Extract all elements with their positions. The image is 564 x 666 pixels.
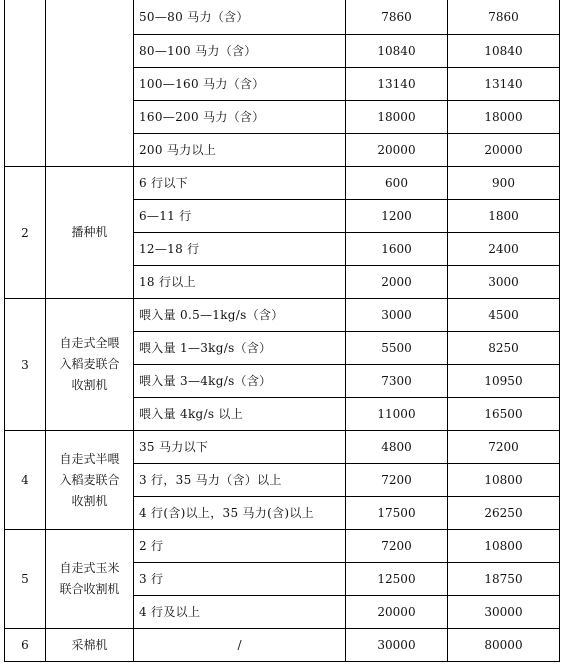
amount-cell-a: 1600 [346,233,448,266]
amount-cell-a: 13140 [346,68,448,101]
amount-cell-b: 16500 [448,398,560,431]
machine-name: 自走式半喂入稻麦联合收割机 [46,431,134,530]
spec-cell: 160—200 马力（含） [134,101,346,134]
table-row [5,629,560,662]
machine-name: 自走式玉米联合收割机 [46,530,134,629]
amount-cell-a: 10840 [346,35,448,68]
amount-cell-a: 5500 [346,332,448,365]
amount-cell-a: 1200 [346,200,448,233]
amount-cell-b: 8250 [448,332,560,365]
amount-cell-a: 3000 [346,299,448,332]
spec-cell: 2 行 [134,530,346,563]
item-index: 3 [5,299,46,431]
amount-cell-b: 26250 [448,497,560,530]
amount-cell-a: 7300 [346,365,448,398]
spec-cell: 100—160 马力（含） [134,68,346,101]
spec-cell: 3 行 [134,563,346,596]
spec-cell: 3 行，35 马力（含）以上 [134,464,346,497]
spec-cell: 18 行以上 [134,266,346,299]
amount-cell-b: 18000 [448,101,560,134]
spec-cell: 50—80 马力（含） [134,0,346,35]
amount-cell-b: 20000 [448,134,560,167]
spec-cell: 35 马力以下 [134,431,346,464]
amount-cell-a: 2000 [346,266,448,299]
item-index [5,0,46,167]
amount-cell-b: 13140 [448,68,560,101]
spec-cell: 喂入量 4kg/s 以上 [134,398,346,431]
amount-cell-a: 12500 [346,563,448,596]
item-index: 4 [5,431,46,530]
amount-cell-b: 4500 [448,299,560,332]
amount-cell-a: 7860 [346,0,448,35]
spec-cell: 喂入量 1—3kg/s（含） [134,332,346,365]
item-index: 5 [5,530,46,629]
item-index: 2 [5,167,46,299]
amount-cell-b: 2400 [448,233,560,266]
amount-cell-a: 7200 [346,530,448,563]
table-row [5,431,560,464]
amount-cell-a: 17500 [346,497,448,530]
amount-cell-a: 30000 [346,629,448,662]
machine-name: 采棉机 [46,629,134,662]
amount-cell-b: 30000 [448,596,560,629]
machine-name: 自走式全喂入稻麦联合收割机 [46,299,134,431]
amount-cell-a: 4800 [346,431,448,464]
spec-cell: 喂入量 3—4kg/s（含） [134,365,346,398]
table-row [5,299,560,332]
table-row [5,530,560,563]
amount-cell-b: 10800 [448,530,560,563]
amount-cell-b: 1800 [448,200,560,233]
amount-cell-a: 7200 [346,464,448,497]
amount-cell-b: 10840 [448,35,560,68]
amount-cell-b: 3000 [448,266,560,299]
amount-cell-b: 10800 [448,464,560,497]
amount-cell-a: 11000 [346,398,448,431]
amount-cell-b: 18750 [448,563,560,596]
spec-cell: 6 行以下 [134,167,346,200]
spec-cell: 6—11 行 [134,200,346,233]
amount-cell-b: 7200 [448,431,560,464]
amount-cell-b: 7860 [448,0,560,35]
item-index: 6 [5,629,46,662]
spec-cell: 喂入量 0.5—1kg/s（含） [134,299,346,332]
amount-cell-a: 600 [346,167,448,200]
table-row [5,0,560,35]
table-row [5,167,560,200]
amount-cell-a: 18000 [346,101,448,134]
spec-cell: / [134,629,346,662]
amount-cell-b: 80000 [448,629,560,662]
spec-cell: 4 行及以上 [134,596,346,629]
amount-cell-a: 20000 [346,596,448,629]
machine-name [46,0,134,167]
amount-cell-a: 20000 [346,134,448,167]
table-body [5,0,560,662]
amount-cell-b: 900 [448,167,560,200]
spec-cell: 200 马力以上 [134,134,346,167]
amount-cell-b: 10950 [448,365,560,398]
machine-name: 播种机 [46,167,134,299]
spec-cell: 80—100 马力（含） [134,35,346,68]
subsidy-table [4,0,560,662]
spec-cell: 12—18 行 [134,233,346,266]
spec-cell: 4 行(含)以上，35 马力(含)以上 [134,497,346,530]
